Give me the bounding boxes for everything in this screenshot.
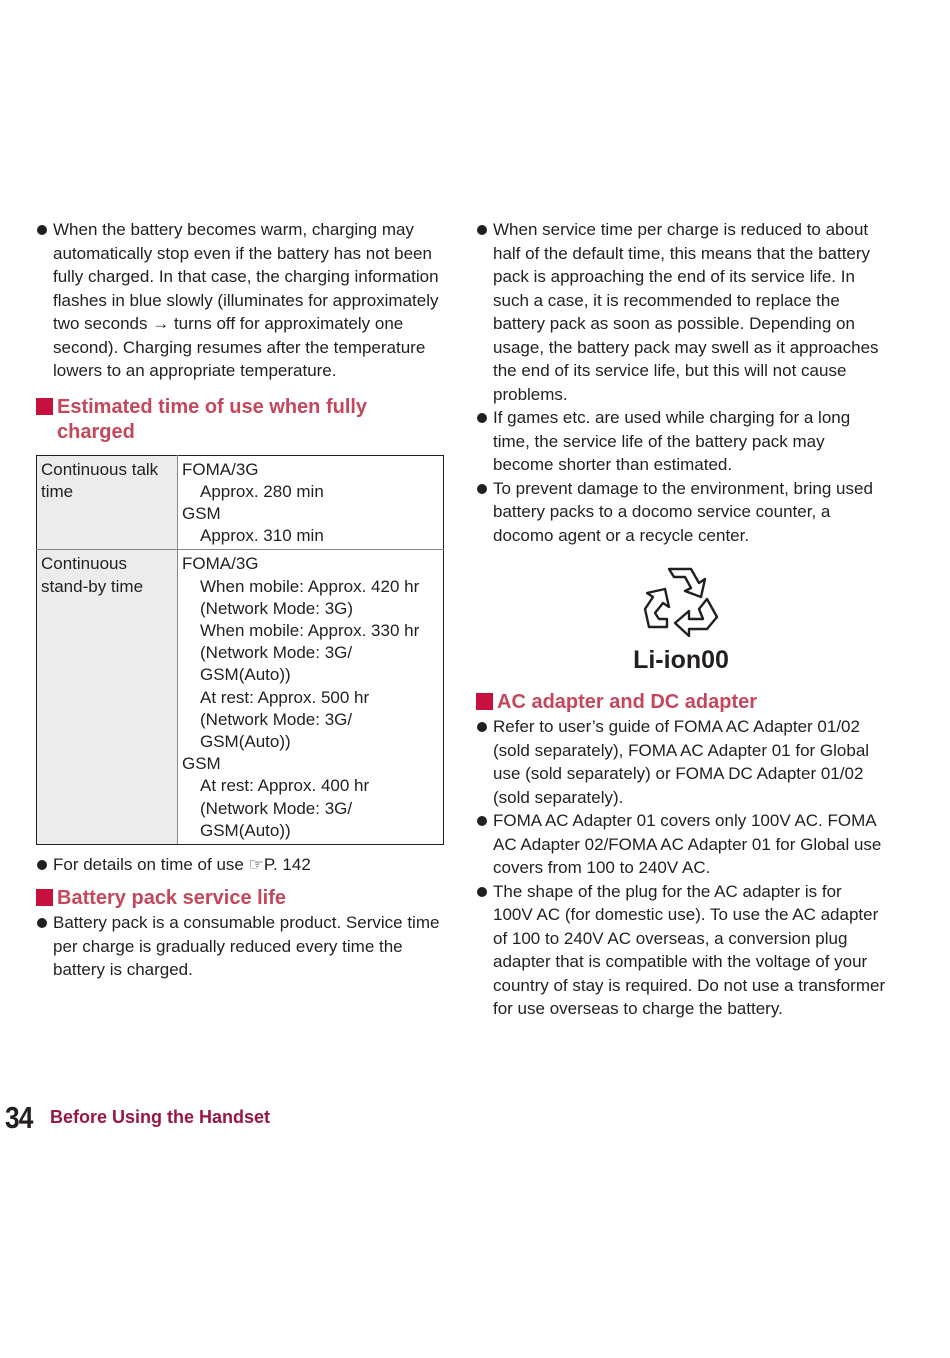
table-row [37,550,444,845]
heading-service-life [36,886,446,911]
standby-time-label: Continuous stand-by time [37,550,178,845]
standby-time-values [178,550,444,845]
talk-gsm-value: Approx. 310 min [200,526,324,546]
standby-foma-mobile-3g: When mobile: Approx. 420 hr (Network Mode: 3G) [200,576,420,618]
heading-square-icon [36,398,53,415]
section-title: Before Using the Handset [50,1107,271,1127]
adapter-voltage-note: FOMA AC Adapter 01 covers only 100V AC. FOMA AC Adapter 02/FOMA AC Adapter 01 for Global use covers from 100 to 240V AC. [476,809,886,880]
heading-ac-dc-adapter [476,690,886,715]
recycle-icon [641,563,721,637]
service-life-note: Battery pack is a consumable product. Service time per charge is gradually reduced every time the battery is charged. [36,911,446,982]
right-column [476,218,886,1021]
page-footer [5,1101,605,1137]
service-time-note: When service time per charge is reduced to about half of the default time, this means that the battery pack is approaching the end of its service life. In such a case, it is recommended to replace the battery pack as soon as possible. Depending on usage, the battery pack may swell as it approaches the end of its service life, but this will not cause problems. [476,218,886,406]
environment-note: To prevent damage to the environment, bring used battery packs to a docomo service counter, a docomo agent or a recycle center. [476,477,886,548]
standby-foma-mobile-auto: When mobile: Approx. 330 hr (Network Mode: 3G/ GSM(Auto)) [200,620,420,685]
left-column [36,218,446,982]
table-row [37,455,444,550]
standby-foma-rest: At rest: Approx. 500 hr (Network Mode: 3G/ GSM(Auto)) [200,687,370,751]
usage-time-table [36,455,444,845]
talk-time-label: Continuous talk time [37,455,178,550]
talk-foma-label: FOMA/3G [182,459,259,479]
talk-time-values [178,455,444,550]
page-number: 34 [5,1100,33,1135]
warm-battery-note: When the battery becomes warm, charging may automatically stop even if the battery has not been fully charged. In that case, the charging information flashes in blue slowly (illuminates for approximately two seconds → turns off for approximately one second). Charging resumes after the temperature lowers to an appropriate temperature. [36,218,446,383]
heading-square-icon [36,889,53,906]
heading-service-life-text: Battery pack service life [57,887,287,910]
games-charging-note: If games etc. are used while charging for a long time, the service life of the battery pack may become shorter than estimated. [476,406,886,477]
talk-foma-value: Approx. 280 min [200,481,324,501]
adapter-guide-note: Refer to user’s guide of FOMA AC Adapter 01/02 (sold separately), FOMA AC Adapter 01 for Global use (sold separately) or FOMA DC Adapter 01/02 (sold separately). [476,715,886,809]
recycle-mark [476,563,886,674]
heading-estimated-time-text: Estimated time of use when fully charged [57,395,368,443]
adapter-plug-note: The shape of the plug for the AC adapter is for 100V AC (for domestic use). To use the AC adapter of 100 to 240V AC overseas, a conversion plug adapter that is compatible with the voltage of your country of stay is required. Do not use a transformer for use overseas to charge the battery. [476,880,886,1021]
standby-gsm-rest: At rest: Approx. 400 hr (Network Mode: 3G/ GSM(Auto)) [200,776,370,840]
standby-foma-label: FOMA/3G [182,554,259,574]
talk-gsm-label: GSM [182,503,221,523]
standby-gsm-label: GSM [182,754,221,774]
heading-ac-dc-adapter-text: AC adapter and DC adapter [497,691,758,713]
heading-estimated-time [36,395,446,445]
details-note: For details on time of use ☞P. 142 [36,853,446,877]
recycle-label: Li-ion00 [633,645,729,674]
heading-square-icon [476,693,493,710]
